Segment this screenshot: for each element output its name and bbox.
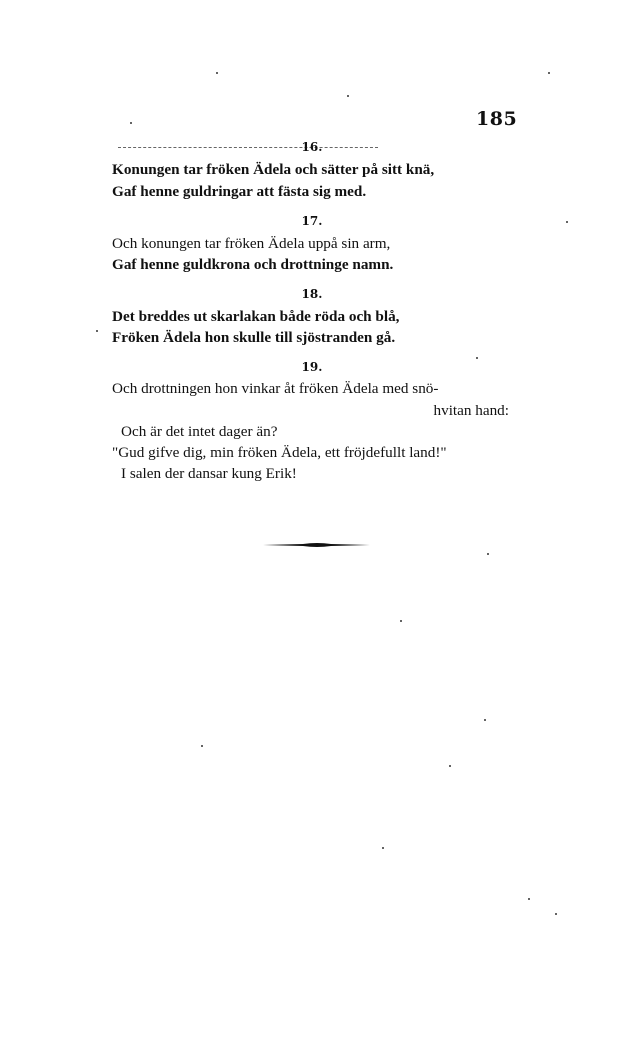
scan-speck	[347, 95, 349, 97]
verse-line: Fröken Ädela hon skulle till sjöstranden gå.	[112, 329, 396, 346]
verse-line: Det breddes ut skarlakan både röda och blå,	[112, 308, 400, 325]
page-number: 185	[476, 108, 518, 130]
stanza-number-18: 18.	[301, 287, 323, 301]
verse-line: Och drottningen hon vinkar åt fröken Ädela med snö-	[112, 380, 439, 397]
stanza-number-16: 16.	[301, 140, 323, 154]
verse-line: Gaf henne guldkrona och drottninge namn.	[112, 256, 394, 273]
scan-speck	[382, 847, 384, 849]
verse-line: "Gud gifve dig, min fröken Ädela, ett fröjdefullt land!"	[112, 444, 447, 461]
verse-refrain-line: Och är det intet dager än?	[121, 423, 278, 440]
scan-speck	[555, 913, 557, 915]
verse-line-continuation: hvitan hand:	[433, 402, 509, 419]
scan-speck	[201, 745, 203, 747]
scan-speck	[484, 719, 486, 721]
verse-refrain-line: I salen der dansar kung Erik!	[121, 465, 297, 482]
scan-speck	[216, 72, 218, 74]
scan-speck	[449, 765, 451, 767]
scan-speck	[566, 221, 568, 223]
ending-rule	[263, 542, 370, 548]
verse-line: Och konungen tar fröken Ädela uppå sin arm,	[112, 235, 391, 252]
scan-speck	[487, 553, 489, 555]
verse-line: Gaf henne guldringar att fästa sig med.	[112, 183, 367, 200]
verse-line: Konungen tar fröken Ädela och sätter på sitt knä,	[112, 161, 435, 178]
scan-speck	[476, 357, 478, 359]
scan-speck	[528, 898, 530, 900]
stanza-number-19: 19.	[301, 360, 323, 374]
scan-speck	[96, 330, 98, 332]
scan-speck	[548, 72, 550, 74]
scan-speck	[400, 620, 402, 622]
stanza-number-17: 17.	[301, 214, 323, 228]
scan-speck	[130, 122, 132, 124]
